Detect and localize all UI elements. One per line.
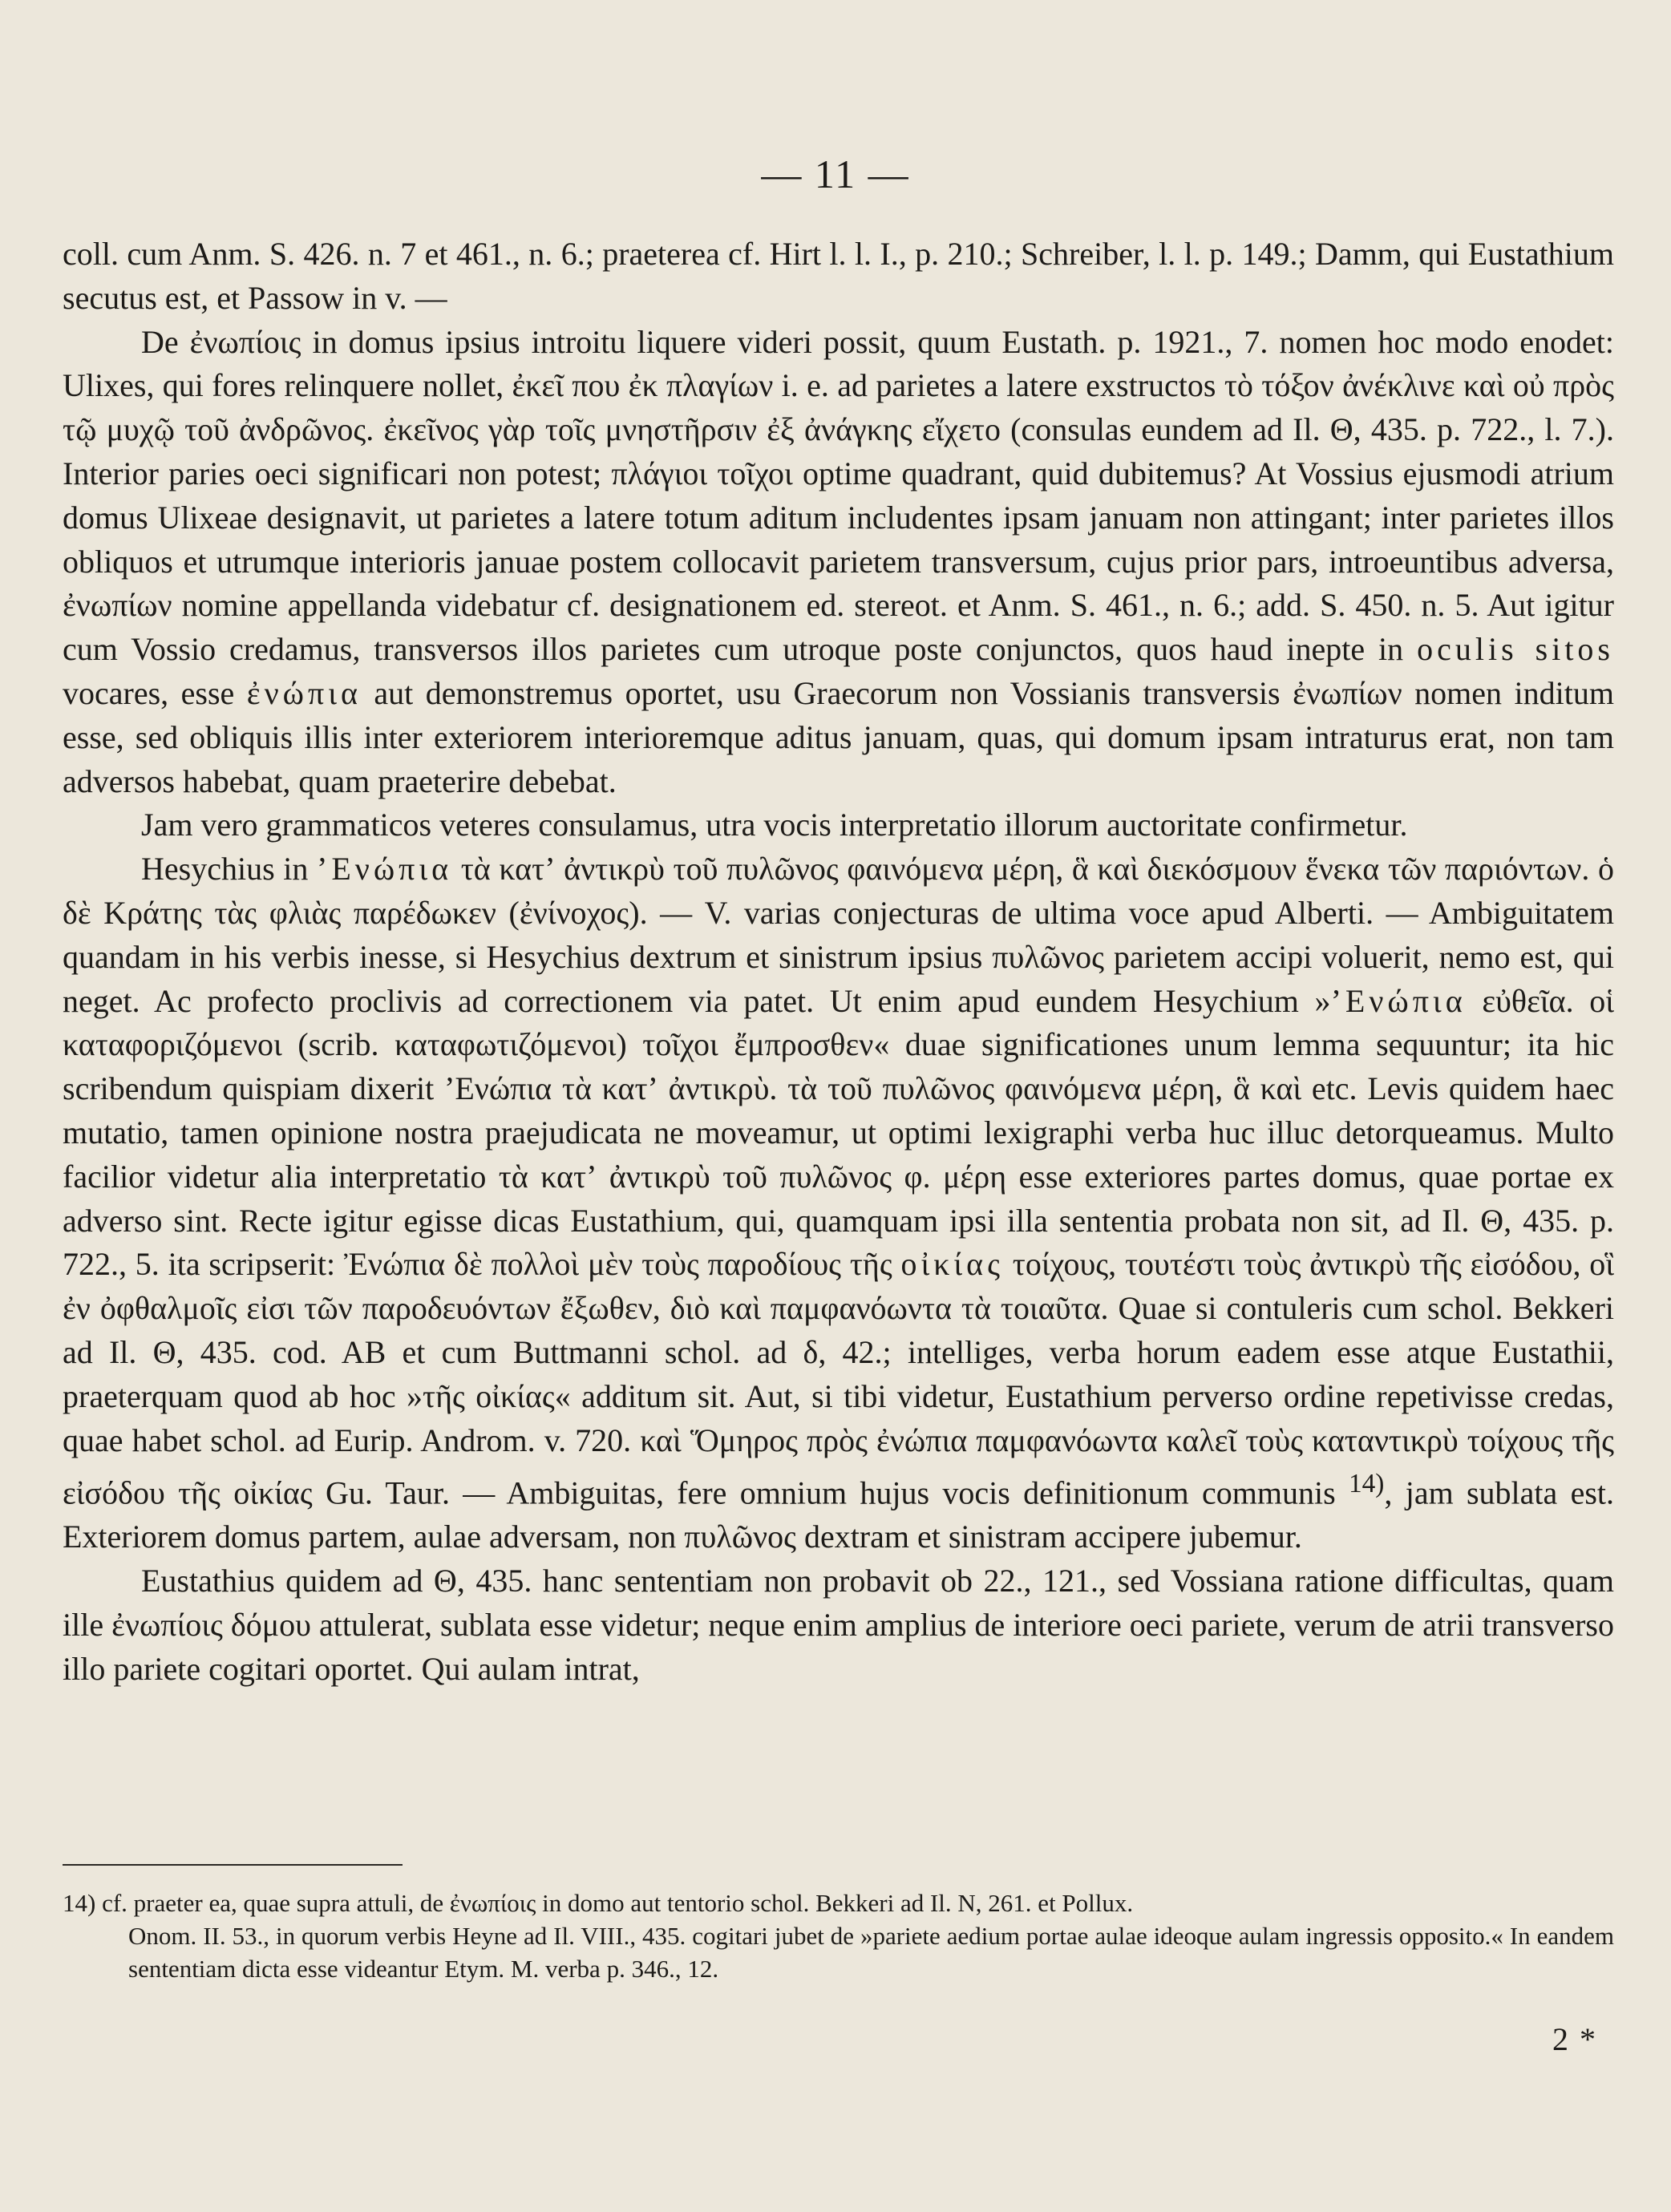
signature-mark: 2 * — [1552, 2021, 1597, 2057]
spaced-greek: οἰκίας — [900, 1246, 1004, 1283]
main-text — [63, 233, 1614, 1692]
footnote-rule — [63, 1864, 403, 1866]
spaced-text: oculis sitos — [1417, 631, 1614, 668]
page-number: — 11 — — [761, 152, 910, 196]
footnote-line: 14) cf. praeter ea, quae supra attuli, de ἐνωπίοις in domo aut tentorio schol. Bekkeri ad Il. N, 261. et Pollux. — [63, 1889, 1134, 1917]
footnote — [63, 1886, 1614, 1985]
footnote-line: Onom. II. 53., in quorum verbis Heyne ad Il. VIII., 435. cogitari jubet de »pariete aedium portae aulae ideoque aulam ingressis opposito.« In eandem sententiam dicta esse videantur Etym. M. verba p. 346., 12. — [128, 1922, 1614, 1983]
paragraph-grammatici: Jam vero grammaticos veteres consulamus, utra vocis interpretatio illorum auctoritate confirmetur. — [141, 807, 1408, 843]
spaced-greek: ʼΕνώπια — [317, 851, 453, 888]
footnote-ref[interactable]: 14) — [1348, 1469, 1385, 1499]
spaced-greek: ἐνώπια — [246, 674, 362, 711]
paragraph-eustathius: Eustathius quidem ad Θ, 435. hanc sententiam non probavit ob 22., 121., sed Vossiana ratione difficultas, quam ille ἐνωπίοις δόμου attulerat, sublata esse videtur; neque enim amplius de interiore oeci pariete, verum de atrii transverso illo pariete cogitari oportet. Qui aulam intrat, — [63, 1563, 1614, 1687]
paragraph-hesychius: Hesychius in ʼΕνώπια τὰ κατʼ ἀντικρὺ τοῦ πυλῶνος φαινόμενα μέρη, ἃ καὶ διεκόσμουν ἕνεκα τῶν παριόντων. ὁ δὲ Κράτης τὰς φλιὰς παρέδωκεν (ἐνίνοχος). — V. varias conjecturas de ultima voce apud Alberti. — Ambiguitatem quandam in his verbis inesse, si Hesychius dextrum et sinistrum ipsius πυλῶνος parietem accipi voluerit, nemo est, qui neget. Ac profecto proclivis ad correctionem via patet. Ut enim apud eundem Hesychium »ʼΕνώπια εὐθεῖα. οἱ καταφοριζόμενοι (scrib. καταφωτιζόμενοι) τοῖχοι ἔμπροσθεν« duae significationes unum lemma sequuntur; ita hic scribendum quispiam dixerit ʼΕνώπια τὰ κατʼ ἀντικρὺ. τὰ τοῦ πυλῶνος φαινόμενα μέρη, ἃ καὶ etc. Levis quidem haec mutatio, tamen opinione nostra praejudicata ne moveamur, ut optimi lexigraphi verba huc illuc detorqueamus. Multo facilior videtur alia interpretatio τὰ κατʼ ἀντικρὺ τοῦ πυλῶνος φ. μέρη esse exteriores partes domus, quae portae ex adverso sint. Recte igitur egisse dicas Eustathium, qui, quamquam ipsi illa sententia probata non sit, ad Il. Θ, 435. p. 722., 5. ita scripserit: Ἐνώπια δὲ πολλοὶ μὲν τοὺς παροδίους τῆς οἰκίας τοίχους, τουτέστι τοὺς ἀντικρὺ τῆς εἰσόδου, οἳ ἐν ὀφθαλμοῖς εἰσι τῶν παροδευόντων ἔξωθεν, διὸ καὶ παμφανόωντα τὰ τοιαῦτα. Quae si contuleris cum schol. Bekkeri ad Il. Θ, 435. cod. AB et cum Buttmanni schol. ad δ, 42.; intelliges, verba horum eadem esse atque Eustathii, praeterquam quod ab hoc »τῆς οἰκίας« additum sit. Aut, si tibi videtur, Eustathium perverso ordine repetivisse credas, quae habet schol. ad Eurip. Androm. v. 720. καὶ Ὅμηρος πρὸς ἐνώπια παμφανόωντα καλεῖ τοὺς καταντικρὺ τοίχους τῆς εἰσόδου τῆς οἰκίας Gu. Taur. — Ambiguitas, fere omnium hujus vocis definitionum communis $^{14)}$, jam sublata est. Exteriorem domus partem, aulae adversam, non πυλῶνος dextram et sinistram accipere jubemur. — [63, 851, 1615, 1555]
paragraph-enopiois: De ἐνωπίοις in domus ipsius introitu liquere videri possit, quum Eustath. p. 1921., 7. nomen hoc modo enodet: Ulixes, qui fores relinquere nollet, ἐκεῖ που ἐκ πλαγίων i. e. ad parietes a latere exstructos τὸ τόξον ἀνέκλινε καὶ οὐ πρὸς τῷ μυχῷ τοῦ ἀνδρῶνος. ἐκεῖνος γὰρ τοῖς μνηστῆρσιν ἐξ ἀνάγκης εἴχετο (consulas eundem ad Il. Θ, 435. p. 722., l. 7.). Interior paries oeci significari non potest; πλάγιοι τοῖχοι optime quadrant, quid dubitemus? At Vossius ejusmodi atrium domus Ulixeae designavit, ut parietes a latere totum aditum includentes ipsam januam non attingant; inter parietes illos obliquos et utrumque interioris januae postem collocavit parietem transversum, cujus prior pars, introeuntibus adversa, ἐνωπίων nomine appellanda videbatur cf. designationem ed. stereot. et Anm. S. 461., n. 6.; add. S. 450. n. 5. Aut igitur cum Vossio credamus, transversos illos parietes cum utroque poste conjunctos, quos haud inepte in oculis sitos vocares, esse ἐνώπια aut demonstremus oportet, usu Graecorum non Vossianis transversis ἐνωπίων nomen inditum esse, sed obliquis illis inter exteriorem interioremque aditus januam, quas, qui domum ipsam intraturus erat, non tam adversos habebat, quam praeterire debebat. — [63, 323, 1614, 799]
paragraph-continuation: coll. cum Anm. S. 426. n. 7 et 461., n. 6.; praeterea cf. Hirt l. l. I., p. 210.; Schreiber, l. l. p. 149.; Damm, qui Eustathium secutus est, et Passow in v. — — [63, 236, 1614, 316]
spaced-greek: ʼΕνώπια — [1330, 982, 1467, 1019]
